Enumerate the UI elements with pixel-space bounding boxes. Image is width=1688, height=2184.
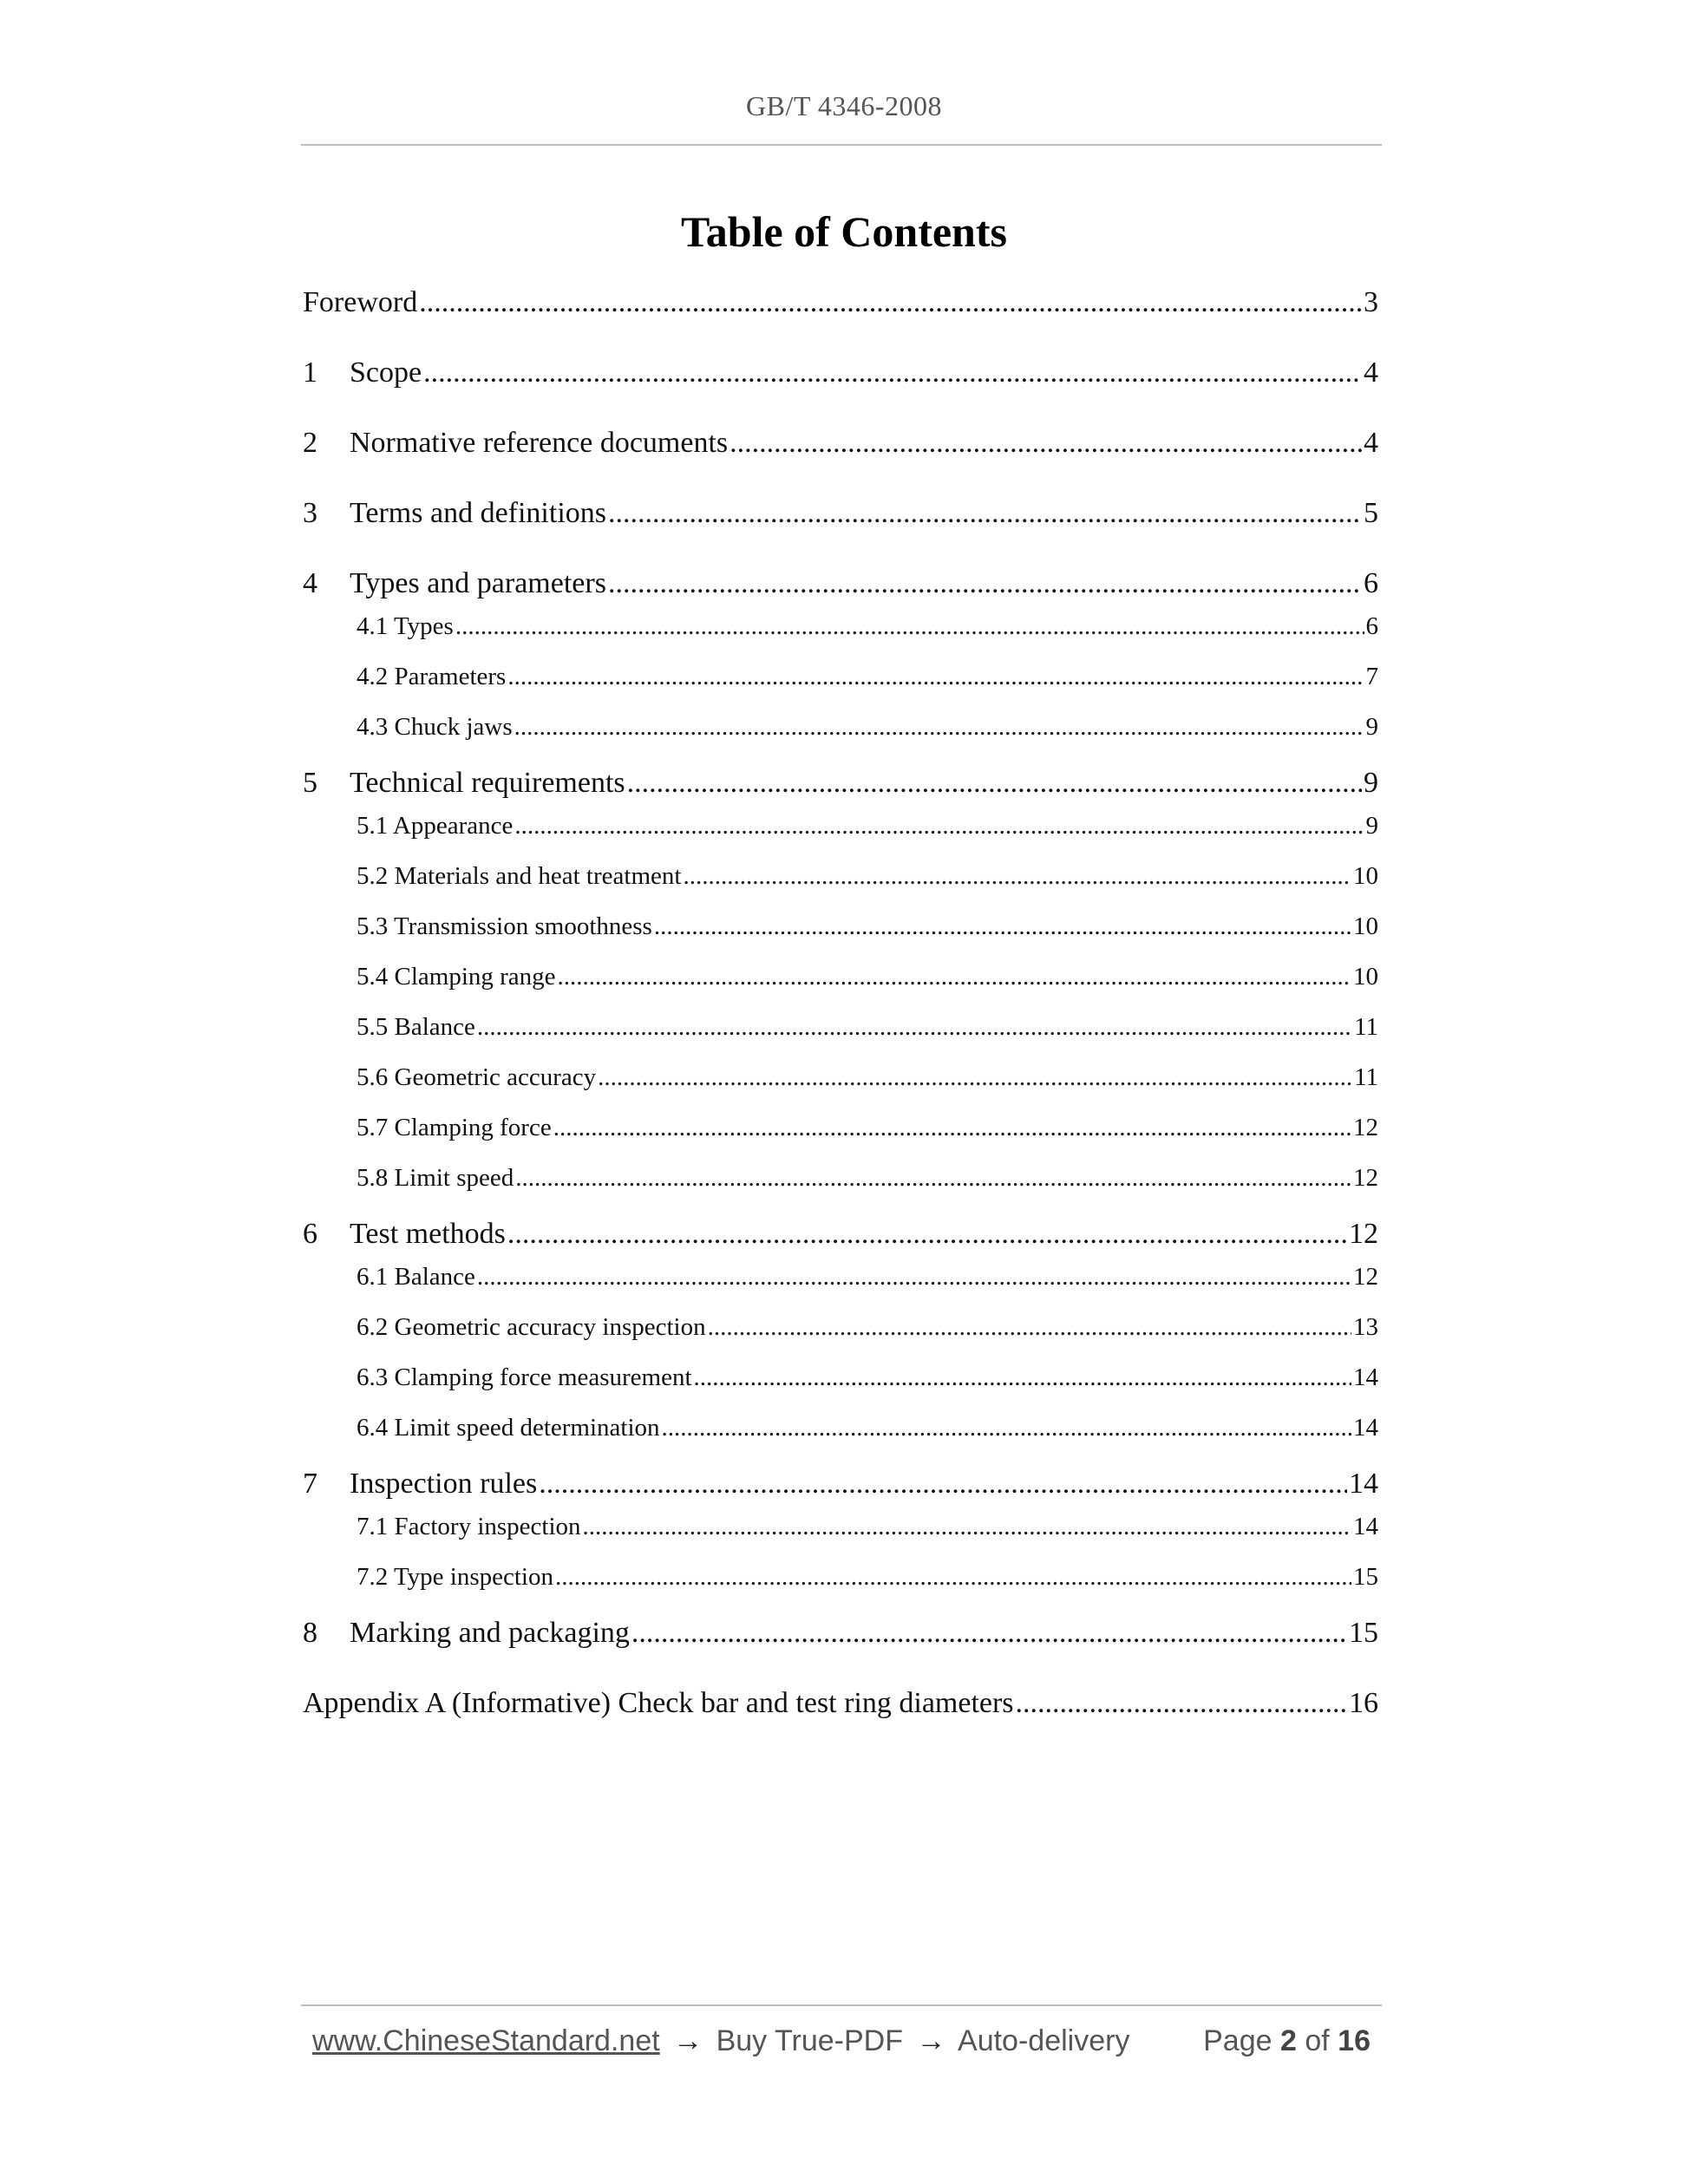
toc-entry-label: 5.7 Clamping force [357, 1114, 552, 1141]
toc-entry[interactable] [303, 356, 1378, 389]
page-word: Page [1203, 2024, 1273, 2057]
toc-entry-number: 1 [303, 356, 317, 389]
footer [312, 2021, 1371, 2061]
toc-subentry[interactable] [357, 1363, 1378, 1392]
toc-entry-label: 4.1 Types [357, 612, 454, 640]
toc-entry-page: 11 [1354, 1063, 1378, 1091]
toc-entry[interactable] [303, 767, 1378, 800]
toc-entry-page: 4 [1364, 427, 1378, 459]
toc-subentry[interactable] [357, 1063, 1378, 1092]
toc-entry-page: 14 [1353, 1513, 1378, 1540]
toc-entry-label: Technical requirements [350, 767, 625, 799]
toc-dot-leader [477, 1263, 1351, 1291]
toc-entry-label: 6.3 Clamping force measurement [357, 1363, 692, 1391]
toc-dot-leader [708, 1313, 1351, 1342]
toc-entry-label: 4.2 Parameters [357, 663, 507, 690]
toc-dot-leader [515, 1164, 1351, 1193]
toc-entry-page: 12 [1353, 1263, 1378, 1291]
site-link[interactable]: www.ChineseStandard.net [312, 2024, 660, 2057]
toc-subentry[interactable] [357, 1013, 1378, 1042]
toc-dot-leader [631, 1617, 1347, 1650]
toc-subentry[interactable] [357, 663, 1378, 691]
toc-entry-label: 5.4 Clamping range [357, 963, 556, 991]
toc-dot-leader [608, 497, 1362, 530]
toc-entry[interactable] [303, 1218, 1378, 1251]
toc-entry[interactable] [303, 1617, 1378, 1650]
toc-entry-page: 10 [1353, 912, 1378, 940]
toc-entry-label: 6.4 Limit speed determination [357, 1414, 660, 1442]
toc-entry-page: 12 [1349, 1218, 1378, 1250]
header-divider [301, 144, 1382, 146]
toc-entry-page: 13 [1353, 1313, 1378, 1341]
toc-dot-leader [654, 912, 1351, 941]
toc-subentry[interactable] [357, 1563, 1378, 1592]
toc-dot-leader [598, 1063, 1352, 1092]
toc-dot-leader [477, 1013, 1352, 1042]
toc-entry-page: 5 [1364, 497, 1378, 529]
toc-entry-page: 14 [1353, 1363, 1378, 1391]
toc-dot-leader [507, 663, 1364, 691]
toc-subentry[interactable] [357, 612, 1378, 641]
toc-entry-label: 5.8 Limit speed [357, 1164, 514, 1192]
toc-entry-page: 11 [1354, 1013, 1378, 1041]
toc-entry-page: 16 [1349, 1687, 1378, 1719]
toc-entry-page: 14 [1349, 1468, 1378, 1500]
toc-entry-page: 10 [1353, 862, 1378, 890]
toc-subentry[interactable] [357, 963, 1378, 991]
toc-entry-label: 5.5 Balance [357, 1013, 475, 1041]
toc-subentry[interactable] [357, 1164, 1378, 1193]
page-indicator [1203, 2024, 1371, 2058]
toc-subentry[interactable] [357, 1114, 1378, 1142]
toc-entry-label: 5.6 Geometric accuracy [357, 1063, 597, 1091]
toc-dot-leader [683, 862, 1351, 891]
toc-dot-leader [730, 427, 1362, 460]
toc-subentry[interactable] [357, 812, 1378, 840]
toc-dot-leader [608, 567, 1362, 600]
arrow-right-icon: → [916, 2024, 946, 2057]
toc-entry-page: 9 [1365, 713, 1378, 741]
toc-dot-leader [583, 1513, 1351, 1541]
buy-true-pdf-text: Buy True-PDF [716, 2024, 903, 2057]
toc-dot-leader [555, 1563, 1351, 1592]
toc-entry-label: 5.3 Transmission smoothness [357, 912, 652, 940]
toc-dot-leader [455, 612, 1364, 641]
toc-entry-number: 5 [303, 767, 317, 799]
toc-entry-label: Appendix A (Informative) Check bar and test ring diameters [303, 1687, 1014, 1719]
toc-entry-label: Marking and packaging [350, 1617, 630, 1649]
toc-entry-page: 7 [1365, 663, 1378, 690]
header-doc-id: GB/T 4346-2008 [746, 90, 942, 121]
footer-links [312, 2024, 1129, 2058]
toc-entry-label: 7.1 Factory inspection [357, 1513, 581, 1540]
toc-entry[interactable] [303, 567, 1378, 600]
toc-subentry[interactable] [357, 1263, 1378, 1291]
toc-entry-label: 6.1 Balance [357, 1263, 475, 1291]
toc-entry-label: Terms and definitions [350, 497, 607, 529]
toc-entry-label: Test methods [350, 1218, 506, 1250]
toc-entry-label: 5.1 Appearance [357, 812, 514, 840]
toc-entry[interactable] [303, 427, 1378, 460]
toc-entry-page: 15 [1353, 1563, 1378, 1591]
toc-entry-number: 8 [303, 1617, 317, 1649]
toc-entry-page: 9 [1365, 812, 1378, 840]
toc-entry-page: 12 [1353, 1164, 1378, 1192]
toc-entry-page: 6 [1365, 612, 1378, 640]
toc-subentry[interactable] [357, 862, 1378, 891]
toc-subentry[interactable] [357, 1313, 1378, 1342]
toc-entry-page: 3 [1364, 286, 1378, 318]
toc-entry-page: 15 [1349, 1617, 1378, 1649]
toc-subentry[interactable] [357, 1513, 1378, 1541]
toc-entry-label: Types and parameters [350, 567, 606, 599]
toc-subentry[interactable] [357, 912, 1378, 941]
toc-dot-leader [419, 286, 1362, 319]
toc-entry-page: 4 [1364, 356, 1378, 389]
page-total: 16 [1338, 2024, 1371, 2057]
toc-entry-number: 7 [303, 1468, 317, 1500]
toc-dot-leader [553, 1114, 1351, 1142]
toc-dot-leader [539, 1468, 1347, 1501]
toc-dot-leader [694, 1363, 1351, 1392]
auto-delivery-text: Auto-delivery [958, 2024, 1130, 2057]
toc-dot-leader [558, 963, 1351, 991]
toc-entry-label: 4.3 Chuck jaws [357, 713, 513, 741]
toc-entry-number: 6 [303, 1218, 317, 1250]
page-current: 2 [1279, 2024, 1297, 2057]
toc-dot-leader [423, 356, 1362, 389]
toc-entry-number: 3 [303, 497, 317, 529]
toc-entry-page: 14 [1353, 1414, 1378, 1442]
toc-entry-label: 7.2 Type inspection [357, 1563, 553, 1591]
toc-dot-leader [1016, 1687, 1347, 1720]
toc-entry[interactable] [303, 1468, 1378, 1501]
toc-entry-label: Scope [350, 356, 422, 389]
toc-subentry[interactable] [357, 1414, 1378, 1442]
toc-dot-leader [627, 767, 1362, 800]
toc-entry-number: 2 [303, 427, 317, 459]
toc-dot-leader [514, 812, 1364, 840]
toc-entry-label: Foreword [303, 286, 418, 318]
toc-entry[interactable] [303, 497, 1378, 530]
toc-entry-page: 10 [1353, 963, 1378, 991]
page-title: Table of Contents [681, 207, 1007, 256]
toc-dot-leader [662, 1414, 1351, 1442]
arrow-right-icon: → [673, 2024, 703, 2057]
of-word: of [1305, 2024, 1330, 2057]
toc-dot-leader [507, 1218, 1347, 1251]
toc-entry[interactable] [303, 286, 1378, 319]
toc-entry[interactable] [303, 1687, 1378, 1720]
toc-entry-label: Inspection rules [350, 1468, 538, 1500]
toc-entry-label: 5.2 Materials and heat treatment [357, 862, 682, 890]
footer-divider [301, 2004, 1382, 2006]
toc-subentry[interactable] [357, 713, 1378, 742]
toc-entry-label: Normative reference documents [350, 427, 729, 459]
toc-dot-leader [514, 713, 1364, 742]
toc-entry-label: 6.2 Geometric accuracy inspection [357, 1313, 706, 1341]
toc-entry-page: 9 [1364, 767, 1378, 799]
toc-entry-page: 12 [1353, 1114, 1378, 1141]
toc-entry-number: 4 [303, 567, 317, 599]
toc-entry-page: 6 [1364, 567, 1378, 599]
